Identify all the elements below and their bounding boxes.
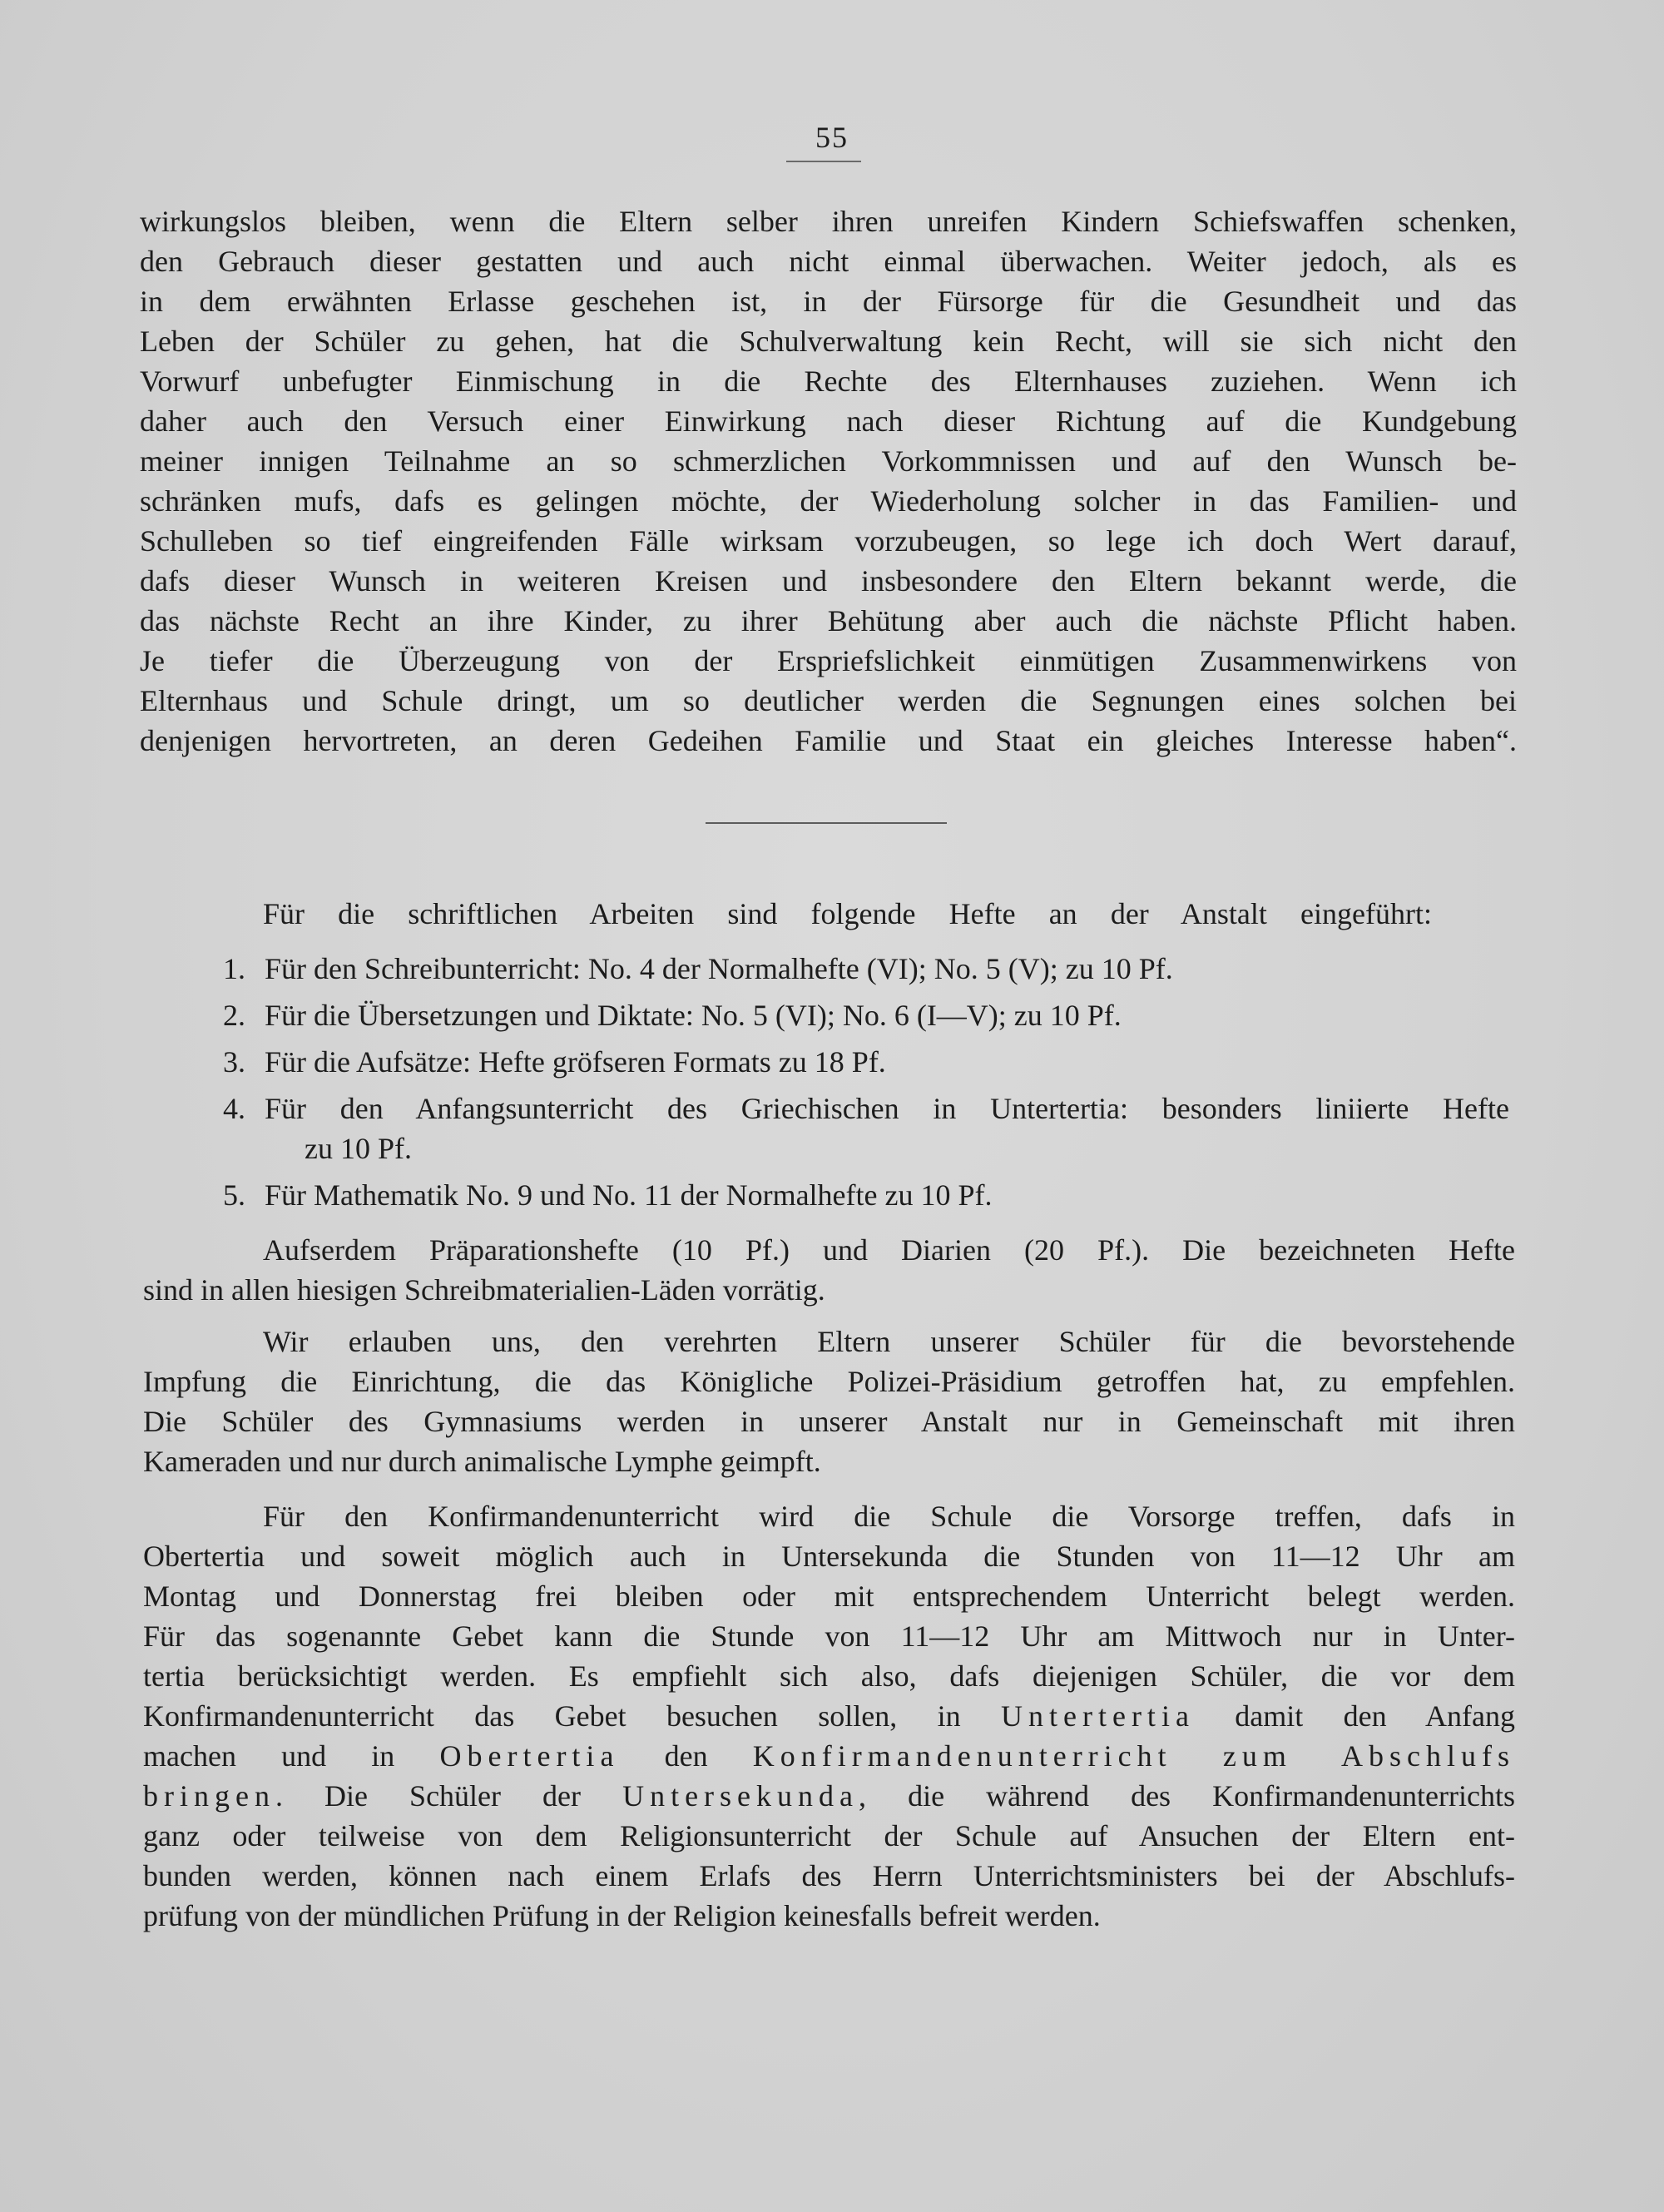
page-number-rule: [786, 161, 861, 162]
top-line-7: meiner innigen Teilnahme an so schmerzlichen Vorkommnissen und auf den Wunsch be-: [140, 444, 1517, 478]
top-line-10: dafs dieser Wunsch in weiteren Kreisen und insbesondere den Eltern bekannt werde, die: [140, 564, 1517, 598]
page-number: 55: [815, 121, 849, 154]
top-line-4: Leben der Schüler zu gehen, hat die Schulverwaltung kein Recht, will sie sich nicht den: [140, 325, 1517, 358]
konf-line-7: [143, 1738, 1515, 1774]
konf-line-6: [143, 1698, 1515, 1734]
hefte-intro: Für die schriftlichen Arbeiten sind folgende Hefte an der Anstalt eingeführt:: [263, 897, 1432, 930]
top-line-12: Je tiefer die Überzeugung von der Erspriefslichkeit einmütigen Zusammenwirkens von: [140, 644, 1517, 677]
hefte-number-1: 1.: [223, 952, 245, 985]
top-line-9: Schulleben so tief eingreifenden Fälle wirksam vorzubeugen, so lege ich doch Wert darauf,: [140, 524, 1517, 558]
impfung-line-4: Kameraden und nur durch animalische Lymphe geimpft.: [143, 1445, 821, 1478]
hefte-item-1: Für den Schreibunterricht: No. 4 der Normalhefte (VI); No. 5 (V); zu 10 Pf.: [265, 952, 1173, 985]
hefte-item-4-cont: zu 10 Pf.: [305, 1132, 412, 1165]
konf-emph-abschluss: Konfirmandenunterricht zum Abschlufs: [752, 1739, 1516, 1773]
konf-line-2: Obertertia und soweit möglich auch in Untersekunda die Stunden von 11—12 Uhr am: [143, 1540, 1515, 1573]
ausserdem-line-2: sind in allen hiesigen Schreibmaterialien-Läden vorrätig.: [143, 1273, 825, 1307]
konf-line-3: Montag und Donnerstag frei bleiben oder mit entsprechendem Unterricht belegt werden.: [143, 1580, 1515, 1613]
impfung-line-3: Die Schüler des Gymnasiums werden in unserer Anstalt nur in Gemeinschaft mit ihren: [143, 1405, 1515, 1438]
konf-line-6-c: damit den Anfang: [1194, 1699, 1515, 1733]
hefte-item-2: Für die Übersetzungen und Diktate: No. 5 (VI); No. 6 (I—V); zu 10 Pf.: [265, 999, 1122, 1032]
konf-line-1: Für den Konfirmandenunterricht wird die Schule die Vorsorge treffen, dafs in: [263, 1500, 1515, 1533]
konf-line-5: tertia berücksichtigt werden. Es empfiehlt sich also, dafs diejenigen Schüler, die vor dem: [143, 1659, 1515, 1693]
konf-emph-untertertia: Untertertia: [1001, 1699, 1195, 1733]
konf-line-8: [143, 1778, 1515, 1814]
top-line-2: den Gebrauch dieser gestatten und auch nicht einmal überwachen. Weiter jedoch, als es: [140, 245, 1517, 278]
hefte-item-5: Für Mathematik No. 9 und No. 11 der Normalhefte zu 10 Pf.: [265, 1178, 993, 1212]
konf-line-11: prüfung von der mündlichen Prüfung in der Religion keinesfalls befreit werden.: [143, 1899, 1101, 1932]
konf-emph-obertertia: Obertertia: [439, 1739, 620, 1773]
top-line-11: das nächste Recht an ihre Kinder, zu ihrer Behütung aber auch die nächste Pflicht haben.: [140, 604, 1517, 637]
section-separator: [706, 822, 947, 824]
konf-line-9: ganz oder teilweise von dem Religionsunterricht der Schule auf Ansuchen der Eltern ent-: [143, 1819, 1515, 1852]
hefte-item-3: Für die Aufsätze: Hefte gröfseren Formats zu 18 Pf.: [265, 1045, 886, 1079]
top-line-13: Elternhaus und Schule dringt, um so deutlicher werden die Segnungen eines solchen bei: [140, 684, 1517, 717]
konf-line-7-c: den: [619, 1739, 753, 1773]
top-line-5: Vorwurf unbefugter Einmischung in die Rechte des Elternhauses zuziehen. Wenn ich: [140, 365, 1517, 398]
konf-line-8-b: . Die Schüler der: [275, 1779, 623, 1813]
top-line-14: denjenigen hervortreten, an deren Gedeihen Familie und Staat ein gleiches Interesse haben“.: [140, 724, 1517, 757]
hefte-number-3: 3.: [223, 1045, 245, 1079]
ausserdem-line-1: Aufserdem Präparationshefte (10 Pf.) und Diarien (20 Pf.). Die bezeichneten Hefte: [263, 1233, 1515, 1267]
konf-line-8-d: , die während des Konfirmandenunterrichts: [859, 1779, 1515, 1813]
konf-emph-bringen: bringen: [143, 1779, 275, 1813]
top-line-1: wirkungslos bleiben, wenn die Eltern selber ihren unreifen Kindern Schiefswaffen schenken,: [140, 205, 1517, 238]
top-line-6: daher auch den Versuch einer Einwirkung nach dieser Richtung auf die Kundgebung: [140, 404, 1517, 438]
hefte-number-5: 5.: [223, 1178, 245, 1212]
konf-line-10: bunden werden, können nach einem Erlafs des Herrn Unterrichtsministers bei der Abschlufs-: [143, 1859, 1515, 1892]
impfung-line-1: Wir erlauben uns, den verehrten Eltern unserer Schüler für die bevorstehende: [263, 1325, 1515, 1358]
top-line-8: schränken mufs, dafs es gelingen möchte, der Wiederholung solcher in das Familien- und: [140, 484, 1517, 518]
hefte-number-4: 4.: [223, 1092, 245, 1125]
konf-line-7-a: machen und in: [143, 1739, 440, 1773]
impfung-line-2: Impfung die Einrichtung, die das Königliche Polizei-Präsidium getroffen hat, zu empfehlen.: [143, 1365, 1515, 1398]
konf-emph-untersekunda: Untersekunda: [622, 1779, 859, 1813]
hefte-item-4: Für den Anfangsunterricht des Griechischen in Untertertia: besonders liniierte Hefte: [265, 1092, 1509, 1125]
konf-line-4: Für das sogenannte Gebet kann die Stunde von 11—12 Uhr am Mittwoch nur in Unter-: [143, 1619, 1515, 1653]
top-line-3: in dem erwähnten Erlasse geschehen ist, in der Fürsorge für die Gesundheit und das: [140, 285, 1517, 318]
konf-line-6-a: Konfirmandenunterricht das Gebet besuchen sollen, in: [143, 1699, 1001, 1733]
hefte-number-2: 2.: [223, 999, 245, 1032]
